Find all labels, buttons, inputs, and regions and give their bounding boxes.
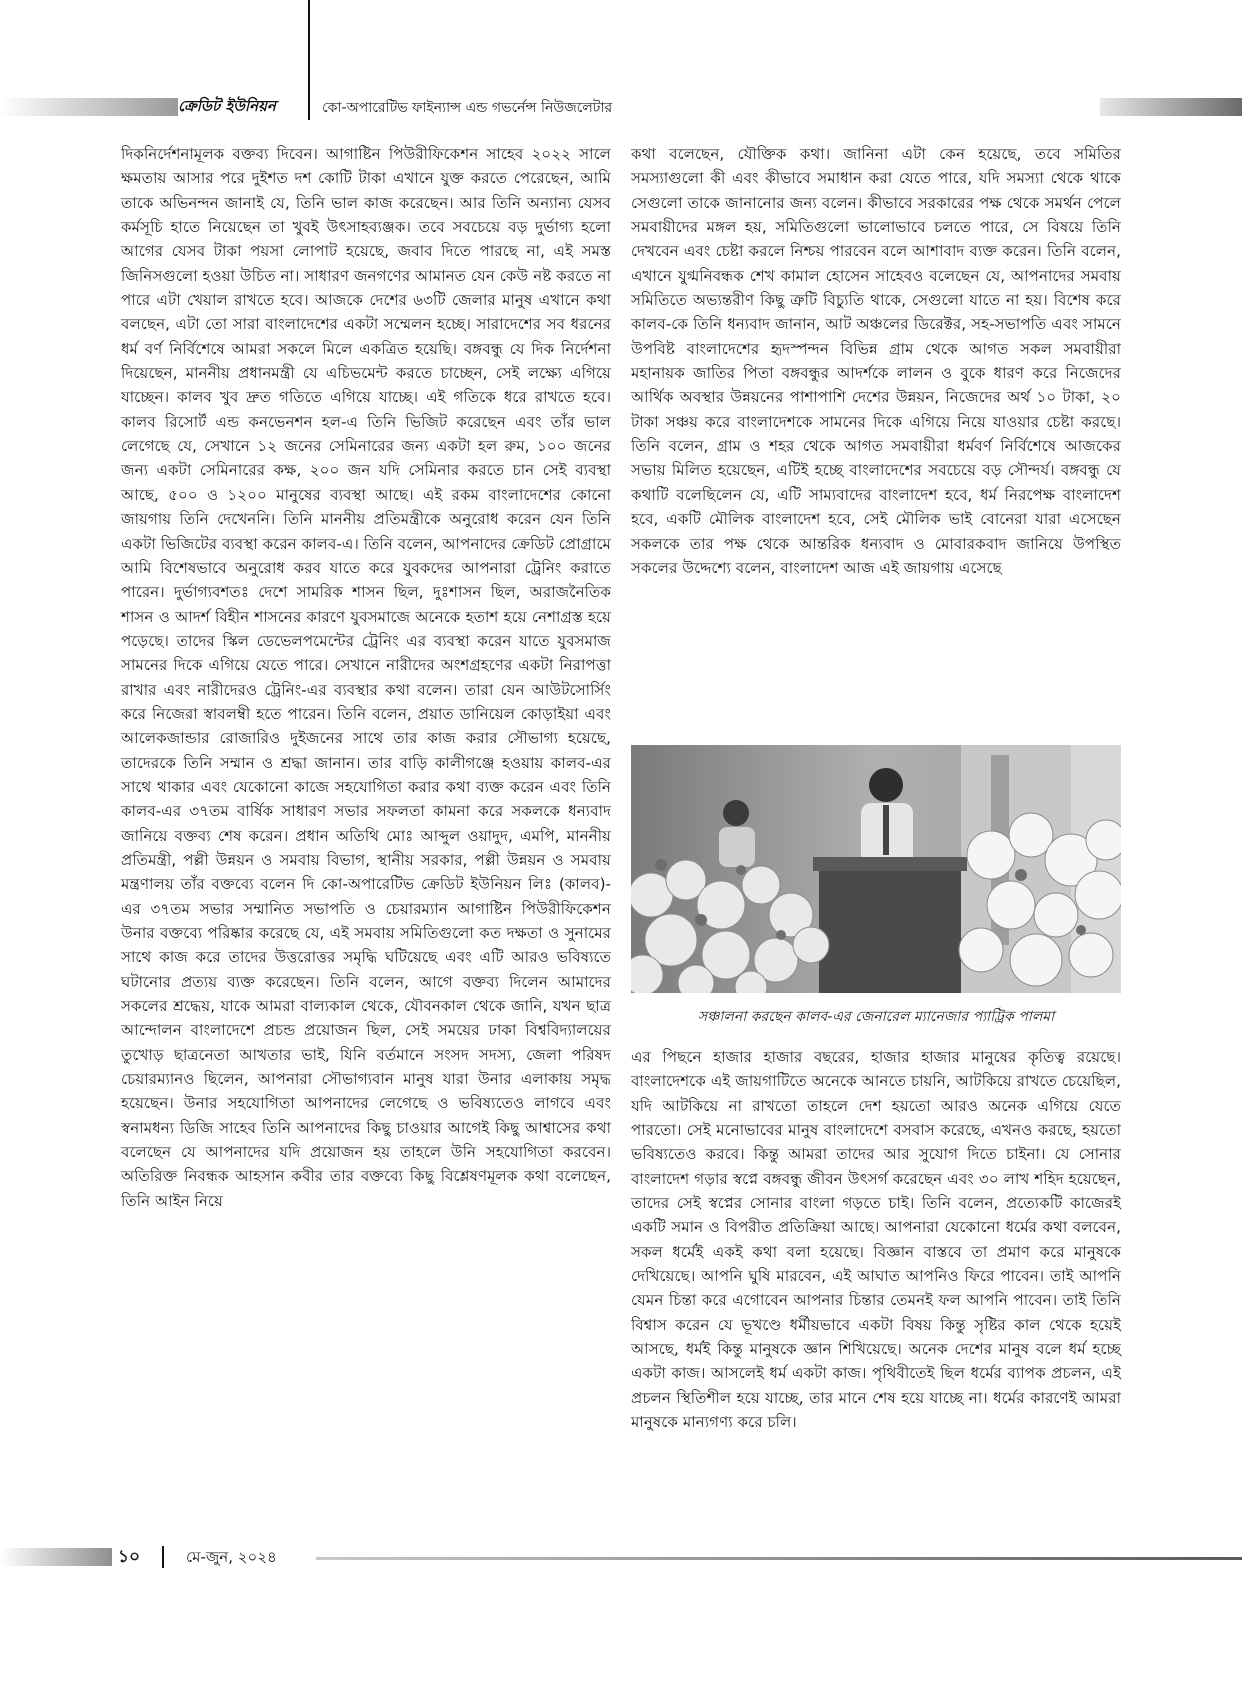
article-column-left [121, 142, 611, 1213]
article-text-right-bottom: এর পিছনে হাজার হাজার বছরের, হাজার হাজার মানুষের কৃতিত্ব রয়েছে। বাংলাদেশকে এই জায়গাটিতে অনেকে আনতে চায়নি, আটকিয়ে রাখতে চেয়েছিল, যদি আটকিয়ে না রাখতো তাহলে দেশ হয়তো আরও অনেক এগিয়ে যেতে পারতো। সেই মনোভাবের মানুষ বাংলাদেশে বসবাস করেছে, এখনও করছে, হয়তো ভবিষ্যতেও করবে। কিন্তু আমরা তাদের আর সুযোগ দিতে চাইনা। যে সোনার বাংলাদেশ গড়ার স্বপ্নে বঙ্গবন্ধু জীবন উৎসর্গ করেছেন এবং ৩০ লাখ শহিদ হয়েছেন, তাদের সেই স্বপ্নের সোনার বাংলা গড়তে চাই। তিনি বলেন, প্রত্যেকটি কাজেরই একটি সমান ও বিপরীত প্রতিক্রিয়া আছে। আপনারা যেকোনো ধর্মের কথা বলবেন, সকল ধর্মেই একই কথা বলা হয়েছে। বিজ্ঞান বাস্তবে তা প্রমাণ করে মানুষকে দেখিয়েছে। আপনি ঘুষি মারবেন, এই আঘাত আপনিও ফিরে পাবেন। তাই আপনি যেমন চিন্তা করে এগোবেন আপনার চিন্তার তেমনই ফল আপনি পাবেন। তাই তিনি বিশ্বাস করেন যে ভূখণ্ডে ধর্মীয়ভাবে একটা বিষয় কিন্তু সৃষ্টির কাল থেকে হয়েই আসছে, ধর্মই কিন্তু মানুষকে জ্ঞান শিখিয়েছে। অনেক দেশের মানুষ বলে ধর্ম হচ্ছে একটা কাজ। আসলেই ধর্ম একটা কাজ। পৃথিবীতেই ছিল ধর্মের ব্যাপক প্রচলন, এই প্রচলন স্থিতিশীল হয়ে যাচ্ছে, তার মানে শেষ হয়ে যাচ্ছে না। ধর্মের কারণেই আমরা মানুষকে মান্যগণ্য করে চলি। [631, 1048, 1121, 1432]
article-text-left: দিকনির্দেশনামূলক বক্তব্য দিবেন। আগাষ্টিন পিউরীফিকেশন সাহেব ২০২২ সালে ক্ষমতায় আসার পরে দুইশত দশ কোটি টাকা এখানে যুক্ত করতে পেরেছেন, আমি তাকে অভিনন্দন জানাই যে, তিনি ভাল কাজ করেছেন। আর তিনি অন্যান্য যেসব কর্মসূচি হাতে নিয়েছেন তা খুবই উৎসাহব্যঞ্জক। তবে সবচেয়ে বড় দুর্ভাগ্য হলো আগের যেসব টাকা পয়সা লোপাট হয়েছে, জবাব দিতে পারছে না, এই সমস্ত জিনিসগুলো হওয়া উচিত না। সাধারণ জনগণের আমানত যেন কেউ নষ্ট করতে না পারে এটা খেয়াল রাখতে হবে। আজকে দেশের ৬৩টি জেলার মানুষ এখানে কথা বলছেন, এটা তো সারা বাংলাদেশের একটা সম্মেলন হচ্ছে। সারাদেশের সব ধরনের ধর্ম বর্ণ নির্বিশেষে আমরা সকলে মিলে একত্রিত হয়েছি। বঙ্গবন্ধু যে দিক নির্দেশনা দিয়েছেন, মাননীয় প্রধানমন্ত্রী যে এচিভমেন্ট করতে চাচ্ছেন, সেই লক্ষ্যে এগিয়ে যাচ্ছেন। কালব খুব দ্রুত গতিতে এগিয়ে যাচ্ছে। এই গতিকে ধরে রাখতে হবে। কালব রিসোর্ট এন্ড কনভেনশন হল-এ তিনি ভিজিট করেছেন এবং তাঁর ভাল লেগেছে যে, সেখানে ১২ জনের সেমিনারের জন্য একটা হল রুম, ১০০ জনের জন্য একটা সেমিনারের কক্ষ, ২০০ জন যদি সেমিনার করতে চান সেই ব্যবস্থা আছে, ৫০০ ও ১২০০ মানুষের ব্যবস্থা আছে। এই রকম বাংলাদেশের কোনো জায়গায় তিনি দেখেননি। তিনি মাননীয় প্রতিমন্ত্রীকে অনুরোধ করেন যেন তিনি একটা ভিজিটের ব্যবস্থা করেন কালব-এ। তিনি বলেন, আপনাদের ক্রেডিট প্রোগ্রামে আমি বিশেষভাবে অনুরোধ করব যাতে করে যুবকদের আপনারা ট্রেনিং করাতে পারেন। দুর্ভাগ্যবশতঃ দেশে সামরিক শাসন ছিল, দুঃশাসন ছিল, অরাজনৈতিক শাসন ও আদর্শ বিহীন শাসনের কারণে যুবসমাজে অনেকে হতাশ হয়ে নেশাগ্রস্ত হয়ে পড়েছে। তাদের স্কিল ডেভেলপমেন্টের ট্রেনিং এর ব্যবস্থা করেন যাতে যুবসমাজ সামনের দিকে এগিয়ে যেতে পারে। সেখানে নারীদের অংশগ্রহণের একটা নিরাপত্তা রাখার এবং নারীদেরও ট্রেনিং-এর ব্যবস্থার কথা বলেন। তারা যেন আউটসোর্সিং করে নিজেরা স্বাবলম্বী হতে পারেন। তিনি বলেন, প্রয়াত ডানিয়েল কোড়াইয়া এবং আলেকজান্ডার রোজারিও দুইজনের সাথে তার কাজ করার সৌভাগ্য হয়েছে, তাদেরকে তিনি সম্মান ও শ্রদ্ধা জানান। তার বাড়ি কালীগঞ্জে হওয়ায় কালব-এর সাথে থাকার এবং যেকোনো কাজে সহযোগিতা করার কথা ব্যক্ত করেন এবং তিনি কালব-এর ৩৭তম বার্ষিক সাধারণ সভার সফলতা কামনা করে সকলকে ধন্যবাদ জানিয়ে বক্তব্য শেষ করেন। প্রধান অতিথি মোঃ আব্দুল ওয়াদুদ, এমপি, মাননীয় প্রতিমন্ত্রী, পল্লী উন্নয়ন ও সমবায় বিভাগ, স্থানীয় সরকার, পল্লী উন্নয়ন ও সমবায় মন্ত্রণালয় তাঁর বক্তব্যে বলেন দি কো-অপারেটিভ ক্রেডিট ইউনিয়ন লিঃ (কালব)-এর ৩৭তম সভার সম্মানিত সভাপতি ও চেয়ারম্যান আগাষ্টিন পিউরীফিকেশন উনার বক্তব্যে পরিষ্কার করেছে যে, এই সমবায় সমিতিগুলো কত দক্ষতা ও সুনামের সাথে কাজ করে তাদের উত্তরোত্তর সমৃদ্ধি ঘটিয়েছে এবং এটি আরও ভবিষ্যতে ঘটানোর প্রত্যয় ব্যক্ত করেছেন। তিনি বলেন, আগে বক্তব্য দিলেন আমাদের সকলের শ্রদ্ধেয়, যাকে আমরা বাল্যকাল থেকে, যৌবনকাল থেকে জানি, যখন ছাত্র আন্দোলন বাংলাদেশে প্রচন্ড প্রয়োজন ছিল, সেই সময়ের ঢাকা বিশ্ববিদ্যালয়ের তুখোড় ছাত্রনেতা আখতার ভাই, যিনি বর্তমানে সংসদ সদস্য, জেলা পরিষদ চেয়ারম্যানও ছিলেন, আপনারা সৌভাগ্যবান মানুষ যারা উনার এলাকায় সমৃদ্ধ হয়েছেন। উনার সহযোগিতা আপনাদের লেগেছে ও ভবিষ্যতেও লাগবে এবং স্বনামধন্য ডিজি সাহেব তিনি আপনাদের কিছু চাওয়ার আগেই কিছু আশ্বাসের কথা বলেছেন যে আপনাদের যদি প্রয়োজন হয় তাহলে উনি সহযোগিতা করবেন। অতিরিক্ত নিবন্ধক আহসান কবীর তার বক্তব্যে কিছু বিশ্লেষণমূলক কথা বলেছেন, তিনি আইন নিয়ে [121, 145, 611, 1210]
newsletter-subtitle: কো-অপারেটিভ ফাইন্যান্স এন্ড গভর্নেন্স নিউজলেটার [322, 100, 613, 116]
footer-gradient-band [0, 1548, 112, 1566]
header-divider [308, 0, 310, 120]
event-photo [631, 745, 1121, 993]
footer-rule [316, 1557, 1242, 1560]
article-column-right-top [631, 142, 1121, 580]
newsletter-logo: ক্রেডিট ইউনিয়ন [178, 97, 276, 115]
footer-divider [162, 1546, 164, 1568]
issue-date: মে-জুন, ২০২৪ [186, 1548, 277, 1566]
article-column-right-bottom [631, 1045, 1121, 1435]
photo-caption: সঞ্চালনা করছেন কালব-এর জেনারেল ম্যানেজার প্যাট্রিক পালমা [697, 1009, 1055, 1025]
header-gradient-band-right [1100, 98, 1242, 116]
header-gradient-band-left [0, 98, 178, 116]
article-text-right-top: কথা বলেছেন, যৌক্তিক কথা। জানিনা এটা কেন হয়েছে, তবে সমিতির সমস্যাগুলো কী এবং কীভাবে সমাধান করা যেতে পারে, যদি সমস্যা থেকে থাকে সেগুলো তাকে জানানোর জন্য বলেন। কীভাবে সরকারের পক্ষ থেকে সমর্থন পেলে সমবায়ীদের মঙ্গল হয়, সমিতিগুলো ভালোভাবে চলতে পারে, সে বিষয়ে তিনি দেখবেন এবং চেষ্টা করলে নিশ্চয় পারবেন বলে আশাবাদ ব্যক্ত করেন। তিনি বলেন, এখানে যুগ্মনিবন্ধক শেখ কামাল হোসেন সাহেবও বলেছেন যে, আপনাদের সমবায় সমিতিতে অভ্যন্তরীণ কিছু ত্রুটি বিচ্যুতি থাকে, সেগুলো যাতে না হয়। বিশেষ করে কালব-কে তিনি ধন্যবাদ জানান, আট অঞ্চলের ডিরেক্টর, সহ-সভাপতি এবং সামনে উপবিষ্ট বাংলাদেশের হৃদস্পন্দন বিভিন্ন গ্রাম থেকে আগত সকল সমবায়ীরা মহানায়ক জাতির পিতা বঙ্গবন্ধুর আদর্শকে লালন ও বুকে ধারণ করে নিজেদের আর্থিক অবস্থার উন্নয়নের পাশাপাশি দেশের উন্নয়ন, নিজেদের অর্থ ১০ টাকা, ২০ টাকা সঞ্চয় করে বাংলাদেশকে সামনের দিকে এগিয়ে নিয়ে যাওয়ার চেষ্টা করছে। তিনি বলেন, গ্রাম ও শহর থেকে আগত সমবায়ীরা ধর্মবর্ণ নির্বিশেষে আজকের সভায় মিলিত হয়েছেন, এটিই হচ্ছে বাংলাদেশের সবচেয়ে বড় সৌন্দর্য। বঙ্গবন্ধু যে কথাটি বলেছিলেন যে, এটি সাম্যবাদের বাংলাদেশ হবে, ধর্ম নিরপেক্ষ বাংলাদেশ হবে, একটি মৌলিক বাংলাদেশ হবে, সেই মৌলিক ভাই বোনেরা যারা এসেছেন সকলকে তার পক্ষ থেকে আন্তরিক ধন্যবাদ ও মোবারকবাদ জানিয়ে উপস্থিত সকলের উদ্দেশ্যে বলেন, বাংলাদেশ আজ এই জায়গায় এসেছে [631, 145, 1121, 577]
page-number: ১০ [118, 1547, 141, 1567]
